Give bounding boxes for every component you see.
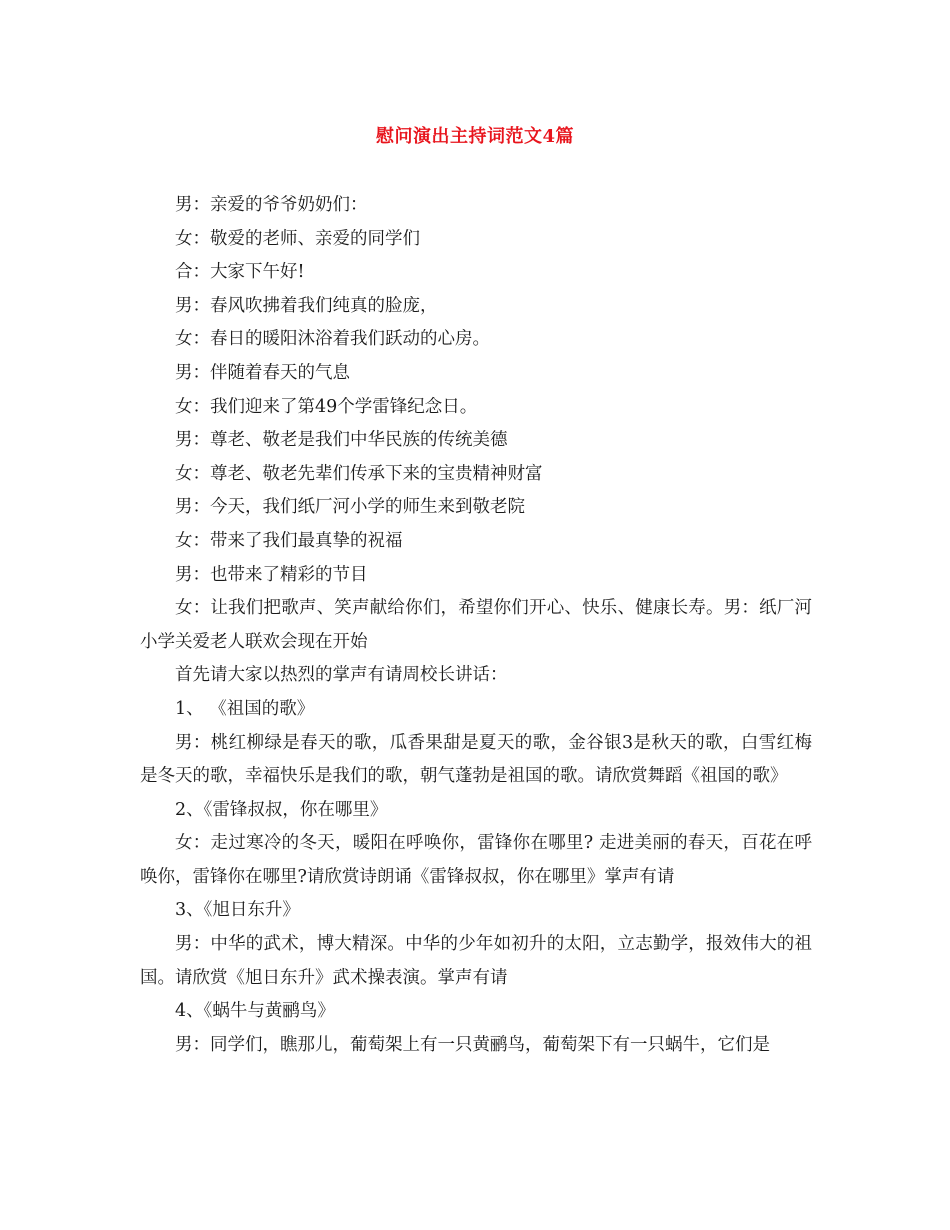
paragraph: 男：中华的武术，博大精深。中华的少年如初升的太阳，立志勤学，报效伟大的祖国。请欣赏《旭日东升》武术操表演。掌声有请 [140,934,812,988]
paragraph: 男：也带来了精彩的节目 [175,564,368,585]
paragraph: 女：我们迎来了第49个学雷锋纪念日。 [175,396,478,417]
paragraph: 女：让我们把歌声、笑声献给你们，希望你们开心、快乐、健康长寿。男：纸厂河小学关爱老人联欢会现在开始 [140,598,812,652]
document-title: 慰问演出主持词范文4篇 [375,126,575,147]
section-heading: 2、《雷锋叔叔，你在哪里》 [175,799,388,820]
paragraph: 男：亲爱的爷爷奶奶们： [175,195,368,215]
paragraph: 男：桃红柳绿是春天的歌，瓜香果甜是夏天的歌，金谷银3是秋天的歌，白雪红梅是冬天的歌，幸福快乐是我们的歌，朝气蓬勃是祖国的歌。请欣赏舞蹈《祖国的歌》 [140,732,812,787]
paragraph: 首先请大家以热烈的掌声有请周校长讲话： [175,665,508,686]
paragraph: 合：大家下午好! [175,262,305,283]
section-heading: 1、 《祖国的歌》 [175,698,315,719]
paragraph: 男：同学们，瞧那儿，葡萄架上有一只黄鹂鸟，葡萄架下有一只蜗牛，它们是 [175,1034,770,1055]
section-heading: 4、《蜗牛与黄鹂鸟》 [175,1001,335,1022]
document-body [140,189,812,1062]
paragraph: 女：尊老、敬老先辈们传承下来的宝贵精神财富 [175,463,543,484]
paragraph: 男：春风吹拂着我们纯真的脸庞， [175,295,438,316]
paragraph: 男：今天，我们纸厂河小学的师生来到敬老院 [175,497,525,518]
paragraph: 女：走过寒冷的冬天，暖阳在呼唤你，雷锋你在哪里? 走进美丽的春天，百花在呼唤你，雷锋你在哪里?请欣赏诗朗诵《雷锋叔叔，你在哪里》掌声有请 [140,833,812,887]
section-heading: 3、《旭日东升》 [175,900,300,921]
paragraph: 女：带来了我们最真挚的祝福 [175,530,403,551]
paragraph: 男：伴随着春天的气息 [175,362,350,383]
paragraph: 女：敬爱的老师、亲爱的同学们 [175,228,420,249]
paragraph: 男：尊老、敬老是我们中华民族的传统美德 [175,430,508,451]
paragraph: 女：春日的暖阳沐浴着我们跃动的心房。 [175,329,490,350]
